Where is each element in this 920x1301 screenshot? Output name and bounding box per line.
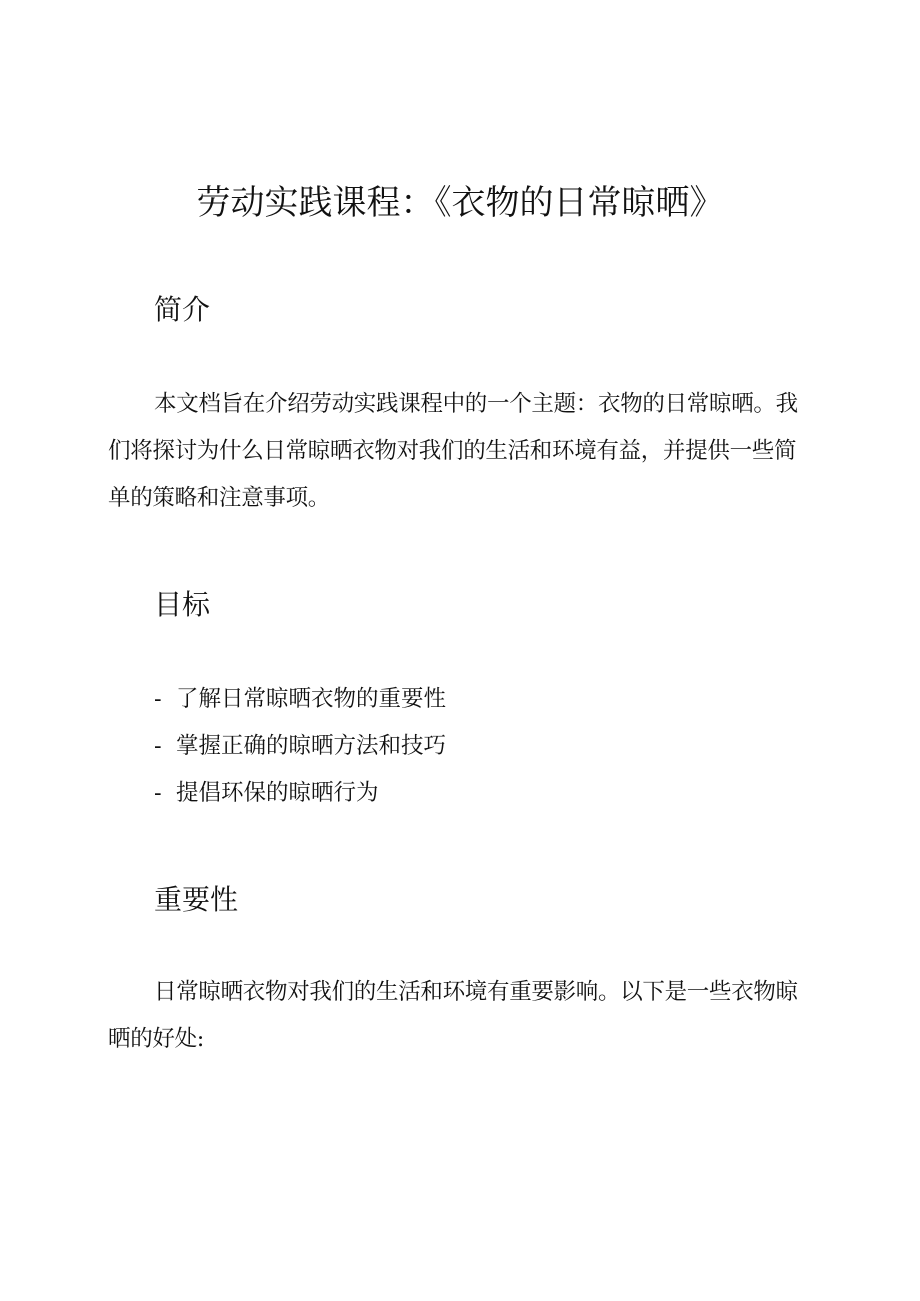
intro-paragraph: 本文档旨在介绍劳动实践课程中的一个主题：衣物的日常晾晒。我们将探讨为什么日常晾晒衣物对我们的生活和环境有益，并提供一些简单的策略和注意事项。 xyxy=(108,391,798,511)
list-item-text: 掌握正确的晾晒方法和技巧 xyxy=(176,733,447,759)
list-item-text: 了解日常晾晒衣物的重要性 xyxy=(176,686,447,712)
section-heading-importance: 重要性 xyxy=(154,883,239,916)
section-heading-intro: 简介 xyxy=(154,293,211,326)
goals-list xyxy=(154,676,446,817)
list-bullet: - xyxy=(154,780,162,806)
list-item xyxy=(154,676,446,723)
list-bullet: - xyxy=(154,733,162,759)
importance-paragraph: 日常晾晒衣物对我们的生活和环境有重要影响。以下是一些衣物晾晒的好处: xyxy=(108,979,798,1052)
section-heading-goals: 目标 xyxy=(154,588,211,621)
list-item xyxy=(154,770,446,817)
list-bullet: - xyxy=(154,686,162,712)
document-title: 劳动实践课程：《衣物的日常晾晒》 xyxy=(196,183,724,223)
list-item xyxy=(154,723,446,770)
list-item-text: 提倡环保的晾晒行为 xyxy=(176,780,379,806)
